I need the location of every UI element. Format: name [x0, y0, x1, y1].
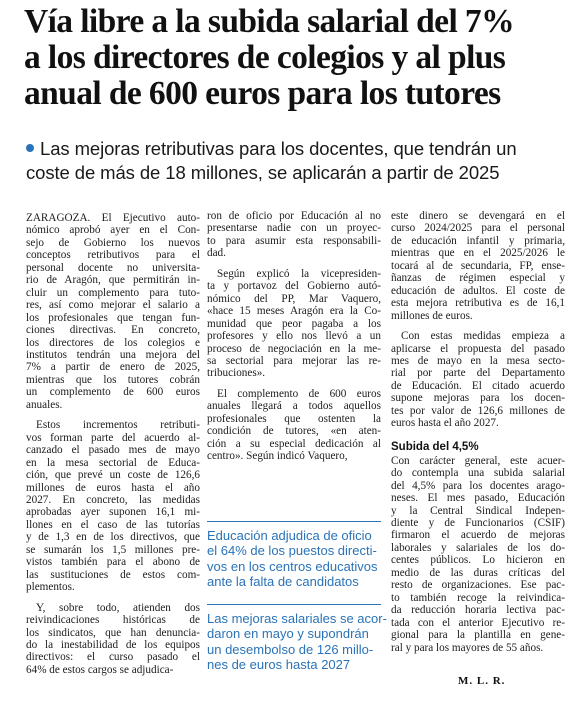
text-line: tribuciones». [207, 367, 266, 380]
text-line: las sustituciones de estos com- [26, 568, 200, 581]
text-line: mientras que en el 2025/2026 le [391, 247, 565, 260]
text-line: sejo de Gobierno los nuevos [26, 236, 200, 249]
text-line: de Educación. El citado acuerdo [391, 379, 565, 392]
text-line: cluir un complemento para tuto- [26, 286, 200, 299]
text-line: mes de mayo en la mesa secto- [391, 354, 565, 367]
article-paragraph [207, 210, 381, 260]
text-line: proceso de negociación en la me- [207, 342, 381, 355]
text-line: los sindicatos, que han denuncia- [26, 626, 200, 639]
text-line: millones de euros hasta el año [26, 481, 200, 494]
subheadline-line: coste de más de 18 millones, se aplicarán a partir de 2025 [26, 162, 500, 183]
author-signature: M. L. R. [458, 675, 506, 687]
text-line: profesores y ello nos llevó a un [207, 330, 381, 343]
headline [24, 4, 576, 112]
text-line: aprobadas ayer suponen 16,1 mi- [26, 506, 200, 519]
pull-quote-line: Educación adjudica de oficio [207, 528, 372, 543]
text-line: ron de oficio por Educación al no [207, 210, 381, 222]
pull-quote-line: el 64% de los puestos directi- [207, 543, 377, 559]
text-line: profesionales que ostenten la [207, 412, 381, 425]
text-line: medio de las duras críticas del [391, 566, 565, 579]
bullet-icon [26, 144, 34, 152]
text-line: rio de Aragón, que permitirán in- [26, 274, 200, 287]
text-line: to también recoge la reivindica- [391, 591, 565, 604]
text-line: diente y de Funcionarios (CSIF) [391, 516, 565, 529]
text-line: to para asumir esta responsabili- [207, 234, 381, 247]
article-column-2 [207, 210, 381, 463]
article-column-3 [391, 210, 565, 654]
pull-quote-line: un desembolso de 126 millo- [207, 641, 374, 657]
text-line: vos forman parte del acuerdo al- [26, 431, 200, 444]
text-line: reivindicaciones históricas de [26, 614, 200, 627]
article-paragraph [26, 419, 200, 593]
text-line: anuales. [26, 398, 63, 411]
text-line: tada con el anterior Ejecutivo re- [391, 616, 565, 629]
text-line: supone mejoras para los docen- [391, 392, 565, 405]
text-line: resto de organizaciones. Ese pac- [391, 579, 565, 592]
text-line: nómico aprobó ayer en el Con- [26, 224, 200, 237]
text-line: Y, sobre todo, atienden dos [36, 601, 200, 614]
text-line: esta mejora retributiva es de 16,1 [391, 297, 565, 310]
headline-line: anual de 600 euros para los tutores [24, 75, 501, 112]
text-line: llones en el caso de las tutorías [26, 518, 200, 531]
text-line: condición de tutores, «en aten- [207, 425, 381, 438]
text-line: dad. [207, 247, 226, 260]
text-line: «hace 15 meses Aragón era la Co- [207, 305, 381, 318]
text-line: tes por valor de 126,6 millones de [391, 404, 565, 417]
text-line: se sumarán los 1,5 millones pre- [26, 543, 200, 556]
headline-line: Vía libre a la subida salarial del 7% [24, 3, 514, 40]
text-line: vistos también para el abono de [26, 556, 200, 569]
text-line: este dinero se devengará en el [391, 210, 565, 222]
subheadline [26, 137, 576, 185]
text-line: ta y portavoz del Gobierno autó- [207, 280, 381, 293]
headline-line: a los directores de colegios y al plus [24, 39, 506, 76]
text-line: ñanzas de régimen especial y [391, 272, 565, 285]
text-line: ZARAGOZA. El Ejecutivo auto- [26, 212, 200, 224]
text-line: do contempla una subida salarial [391, 467, 565, 480]
text-line: 2027. En concreto, las medidas [26, 493, 200, 506]
article-column-1 [26, 212, 200, 676]
text-line: rial por parte del Departamento [391, 367, 565, 380]
text-line: El complemento de 600 euros [217, 387, 381, 400]
text-line: aplicarse el propuesta del pasado [391, 342, 565, 355]
pull-quote-line: Las mejoras salariales se acor- [207, 611, 387, 626]
text-line: canzado el pasado mes de mayo [26, 444, 200, 457]
pull-quote-line: nes de euros hasta 2027 [207, 657, 351, 673]
text-line: institutos tendrán una mejora del [26, 348, 200, 361]
text-line: centro». Según indicó Vaquero, [207, 450, 348, 463]
pull-quote-line: vos en los centros educativos [207, 558, 378, 574]
text-line: ral y para los mayores de 55 años. [391, 641, 544, 654]
text-line: neses. El mes pasado, Educación [391, 492, 565, 505]
text-line: conceptos retributivos para el [26, 249, 200, 262]
pull-quote-line: daron en mayo y supondrán [207, 626, 369, 642]
subheadline-line: Las mejoras retributivas para los docentes, que tendrán un [26, 137, 576, 161]
text-line: los profesionales que tengan fun- [26, 311, 200, 324]
text-line: nómico del PP, Mar Vaquero, [207, 292, 381, 305]
text-line: personal docente no universita- [26, 261, 200, 274]
article-paragraph [391, 455, 565, 654]
text-line: Según explicó la vicepresiden- [217, 267, 381, 280]
text-line: centes públicos. Lo hicieron en [391, 554, 565, 567]
text-line: res, así como mejorar el salario a [26, 299, 200, 312]
text-line: curso 2024/2025 para el personal [391, 222, 565, 235]
text-line: de educación infantil y primaria, [391, 234, 565, 247]
article-paragraph [26, 602, 200, 677]
article-paragraph [207, 388, 381, 463]
text-line: un complemento de 600 euros [26, 386, 200, 399]
text-line: da reducción horaria lectiva pac- [391, 604, 565, 617]
text-line: gional para la plantilla en gene- [391, 629, 565, 642]
text-line: y la Central Sindical Indepen- [391, 504, 565, 517]
text-line: en la mesa sectorial de Educa- [26, 456, 200, 469]
pull-quote [207, 521, 381, 590]
text-line: ción, que prevé un coste de 126,6 [26, 469, 200, 482]
text-line: firmaron el acuerdo de mejoras [391, 529, 565, 542]
text-line: munidad que peor pagaba a los [207, 317, 381, 330]
section-subtitle: Subida del 4,5% [391, 440, 479, 453]
article-paragraph [207, 268, 381, 380]
text-line: do la inestabilidad de los equipos [26, 638, 200, 651]
article-paragraph [26, 212, 200, 411]
text-line: plementos. [26, 581, 75, 594]
pull-quote [207, 604, 387, 673]
text-line: directivos: el curso pasado el [26, 651, 200, 664]
pull-quote-line: ante la falta de candidatos [207, 574, 359, 590]
text-line: sa sectorial para mejorar las re- [207, 354, 381, 367]
text-line: ción a su especial dedicación al [207, 437, 381, 450]
text-line: educación de adultos. El coste de [391, 284, 565, 297]
text-line: millones de euros. [391, 309, 473, 322]
text-line: 7% a partir de enero de 2025, [26, 361, 200, 374]
text-line: presentarse nadie con un proyec- [207, 222, 381, 235]
text-line: mientras que los tutores cobrán [26, 373, 200, 386]
text-line: ciones directivas. En concreto, [26, 324, 200, 337]
text-line: laborales y salariales de los do- [391, 541, 565, 554]
text-line: euros hasta el año 2027. [391, 417, 499, 430]
text-line: y de 1,3 en de los directivos, que [26, 531, 200, 544]
text-line: Con carácter general, este acuer- [391, 454, 565, 467]
text-line: anuales llegará a todos aquellos [207, 400, 381, 413]
text-line: del 4,5% para los docentes arago- [391, 479, 565, 492]
article-paragraph [391, 330, 565, 430]
article-paragraph [391, 210, 565, 322]
text-line: 64% de estos cargos se adjudica- [26, 663, 174, 676]
text-line: Con estas medidas empieza a [401, 330, 565, 343]
text-line: los directores de los colegios e [26, 336, 200, 349]
text-line: tocará al de secundaria, FP, ense- [391, 259, 565, 272]
text-line: Estos incrementos retributi- [36, 419, 200, 432]
